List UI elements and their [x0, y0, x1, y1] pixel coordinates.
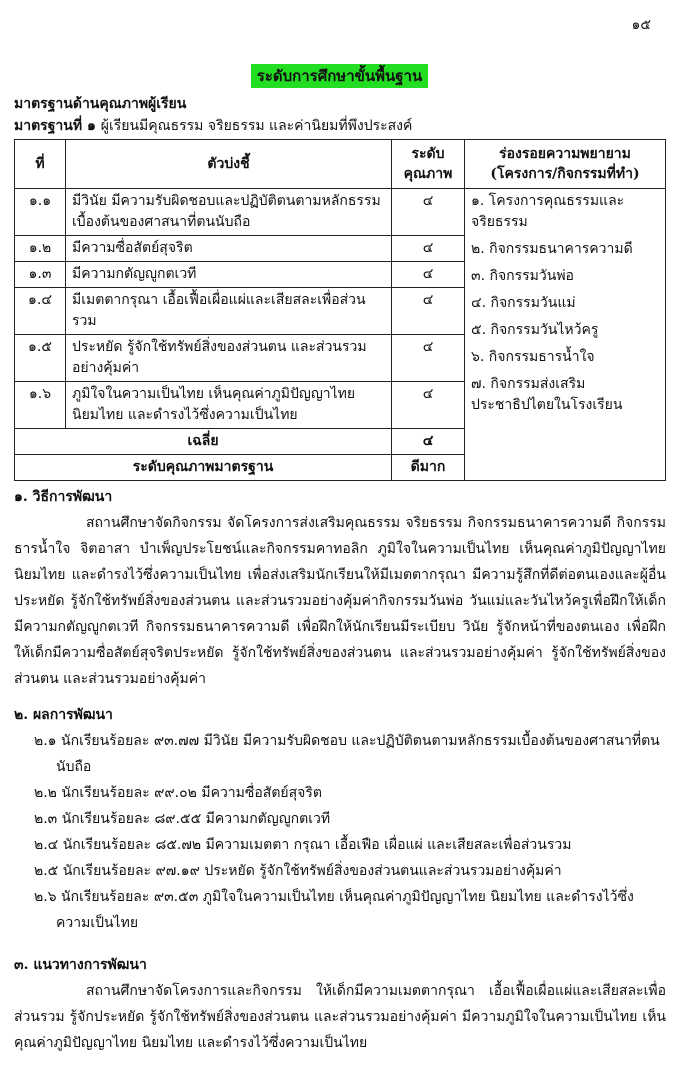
row-level: ๔ — [392, 189, 465, 236]
average-value: ๔ — [392, 429, 465, 455]
result-item: ๒.๔ นักเรียนร้อยละ ๘๕.๗๒ มีความเมตตา กรุณา เอื้อเฟือ เผื่อแผ่ และเสียสละเพื่อส่วนรวม — [34, 837, 572, 853]
table-header-row — [15, 140, 666, 189]
header-level — [392, 140, 465, 189]
header-level-line2: คุณภาพ — [403, 166, 453, 182]
result-item: ๒.๓ นักเรียนร้อยละ ๘๙.๕๕ มีความกตัญญูกตเวที — [34, 811, 331, 827]
section-development-guidelines — [14, 952, 666, 1056]
section3-heading: ๓. แนวทางการพัฒนา — [14, 957, 147, 973]
row-level: ๔ — [392, 288, 465, 335]
standard-label: มาตรฐานที่ ๑ — [14, 118, 96, 134]
header-evidence — [465, 140, 666, 189]
header-level-line1: ระดับ — [411, 146, 445, 162]
row-no: ๑.๑ — [15, 189, 66, 236]
evidence-item: ๒. กิจกรรมธนาคารความดี — [471, 241, 633, 257]
result-item: ๒.๕ นักเรียนร้อยละ ๙๗.๑๙ ประหยัด รู้จักใช้ทรัพย์สิ่งของส่วนตนและส่วนรวมอย่างคุ้มค่า — [34, 863, 562, 879]
header-no: ที่ — [15, 140, 66, 189]
result-item: ๒.๒ นักเรียนร้อยละ ๙๙.๐๒ มีความซื่อสัตย์สุจริต — [34, 785, 322, 801]
row-indicator: ภูมิใจในความเป็นไทย เห็นคุณค่าภูมิปัญญาไทย นิยมไทย และดำรงไว้ซึ่งความเป็นไทย — [66, 382, 392, 429]
header-evidence-line1: ร่องรอยความพยายาม — [499, 146, 631, 162]
section-development-method — [14, 484, 666, 692]
row-no: ๑.๒ — [15, 236, 66, 262]
standard-table — [14, 139, 666, 481]
row-level: ๔ — [392, 335, 465, 382]
row-indicator: มีความซื่อสัตย์สุจริต — [66, 236, 392, 262]
evidence-item: ๖. กิจกรรมธารน้ำใจ — [471, 349, 595, 365]
row-indicator: มีความกตัญญูกตเวที — [66, 262, 392, 288]
result-item: ๒.๖ นักเรียนร้อยละ ๙๓.๕๓ ภูมิใจในความเป็นไทย เห็นคุณค่าภูมิปัญญาไทย นิยมไทย และดำรงไว้ซึ่งความเป็นไทย — [34, 889, 634, 931]
row-indicator: มีวินัย มีความรับผิดชอบและปฏิบัติตนตามหลักธรรมเบื้องต้นของศาสนาที่ตนนับถือ — [66, 189, 392, 236]
evidence-item: ๔. กิจกรรมวันแม่ — [471, 295, 576, 311]
result-item: ๒.๑ นักเรียนร้อยละ ๙๓.๗๗ มีวินัย มีความรับผิดชอบ และปฏิบัติตนตามหลักธรรมเบื้องต้นของศาสนาที่ตนนับถือ — [34, 733, 660, 775]
section-development-results — [14, 702, 666, 936]
row-level: ๔ — [392, 382, 465, 429]
row-indicator: มีเมตตากรุณา เอื้อเฟื้อเผื่อแผ่และเสียสละเพื่อส่วนรวม — [66, 288, 392, 335]
page-number: ๑๕ — [631, 17, 651, 33]
row-level: ๔ — [392, 262, 465, 288]
standard-line — [14, 116, 412, 136]
header-evidence-line2: (โครงการ/กิจกรรมที่ทำ) — [490, 166, 640, 182]
row-no: ๑.๔ — [15, 288, 66, 335]
row-level: ๔ — [392, 236, 465, 262]
standard-quality-label: ระดับคุณภาพมาตรฐาน — [15, 455, 392, 481]
header-indicator: ตัวบ่งชี้ — [66, 140, 392, 189]
evidence-item: ๗. กิจกรรมส่งเสริมประชาธิปไตยในโรงเรียน — [471, 376, 623, 413]
average-label: เฉลี่ย — [15, 429, 392, 455]
title-wrapper — [0, 64, 679, 88]
row-indicator: ประหยัด รู้จักใช้ทรัพย์สิ่งของส่วนตน และส่วนรวมอย่างคุ้มค่า — [66, 335, 392, 382]
row-no: ๑.๓ — [15, 262, 66, 288]
table-row — [15, 189, 666, 236]
evidence-item: ๑. โครงการคุณธรรมและจริยธรรม — [471, 193, 625, 230]
evidence-item: ๓. กิจกรรมวันพ่อ — [471, 268, 574, 284]
evidence-item: ๕. กิจกรรมวันไหว้ครู — [471, 322, 599, 338]
row-no: ๑.๖ — [15, 382, 66, 429]
section1-body: สถานศึกษาจัดกิจกรรม จัดโครงการส่งเสริมคุณธรรม จริยธรรม กิจกรรมธนาคารความดี กิจกรรมธารน้ำใจ จิตอาสา บำเพ็ญประโยชน์และกิจกรรมคาทอลิก ภูมิใจในความเป็นไทย เห็นคุณค่าภูมิปัญญาไทย นิยมไทย และดำรงไว้ซึ่งความเป็นไทย เพื่อส่งเสริมนักเรียนให้มีเมตตากรุณา มีความรู้สึกที่ดีต่อตนเองและผู้อื่น ประหยัด รู้จักใช้ทรัพย์สิ่งของส่วนตน และส่วนรวมอย่างคุ้มค่ากิจกรรมวันพ่อ วันแม่และวันไหว้ครูเพื่อฝึกให้เด็กมีความกตัญญูกตเวที กิจกรรมธนาคารความดี เพื่อฝึกให้นักเรียนมีระเบียบ วินัย รู้จักหน้าที่ของตนเอง เพื่อฝึกให้เด็กมีความซื่อสัตย์สุจริตประหยัด รู้จักใช้ทรัพย์สิ่งของส่วนตน และส่วนรวมอย่างคุ้มค่า รู้จักใช้ทรัพย์สิ่งของส่วนตน และส่วนรวมอย่างคุ้มค่า — [14, 515, 666, 687]
page-title: ระดับการศึกษาขั้นพื้นฐาน — [251, 64, 428, 88]
section2-heading: ๒. ผลการพัฒนา — [14, 707, 113, 723]
section3-body: สถานศึกษาจัดโครงการและกิจกรรม ให้เด็กมีความเมตตากรุณา เอื้อเฟื้อเผื่อแผ่และเสียสละเพื่อส่วนรวม รู้จักประหยัด รู้จักใช้ทรัพย์สิ่งของส่วนตน และส่วนรวมอย่างคุ้มค่า มีความภูมิใจในความเป็นไทย เห็นคุณค่าภูมิปัญญาไทย นิยมไทย และดำรงไว้ซึ่งความเป็นไทย — [14, 983, 666, 1051]
standard-desc: ผู้เรียนมีคุณธรรม จริยธรรม และค่านิยมที่พึงประสงค์ — [100, 118, 413, 134]
standard-heading: มาตรฐานด้านคุณภาพผู้เรียน — [14, 96, 187, 112]
evidence-cell — [465, 189, 666, 481]
standard-quality-value: ดีมาก — [392, 455, 465, 481]
row-no: ๑.๕ — [15, 335, 66, 382]
section1-heading: ๑. วิธีการพัฒนา — [14, 489, 113, 505]
